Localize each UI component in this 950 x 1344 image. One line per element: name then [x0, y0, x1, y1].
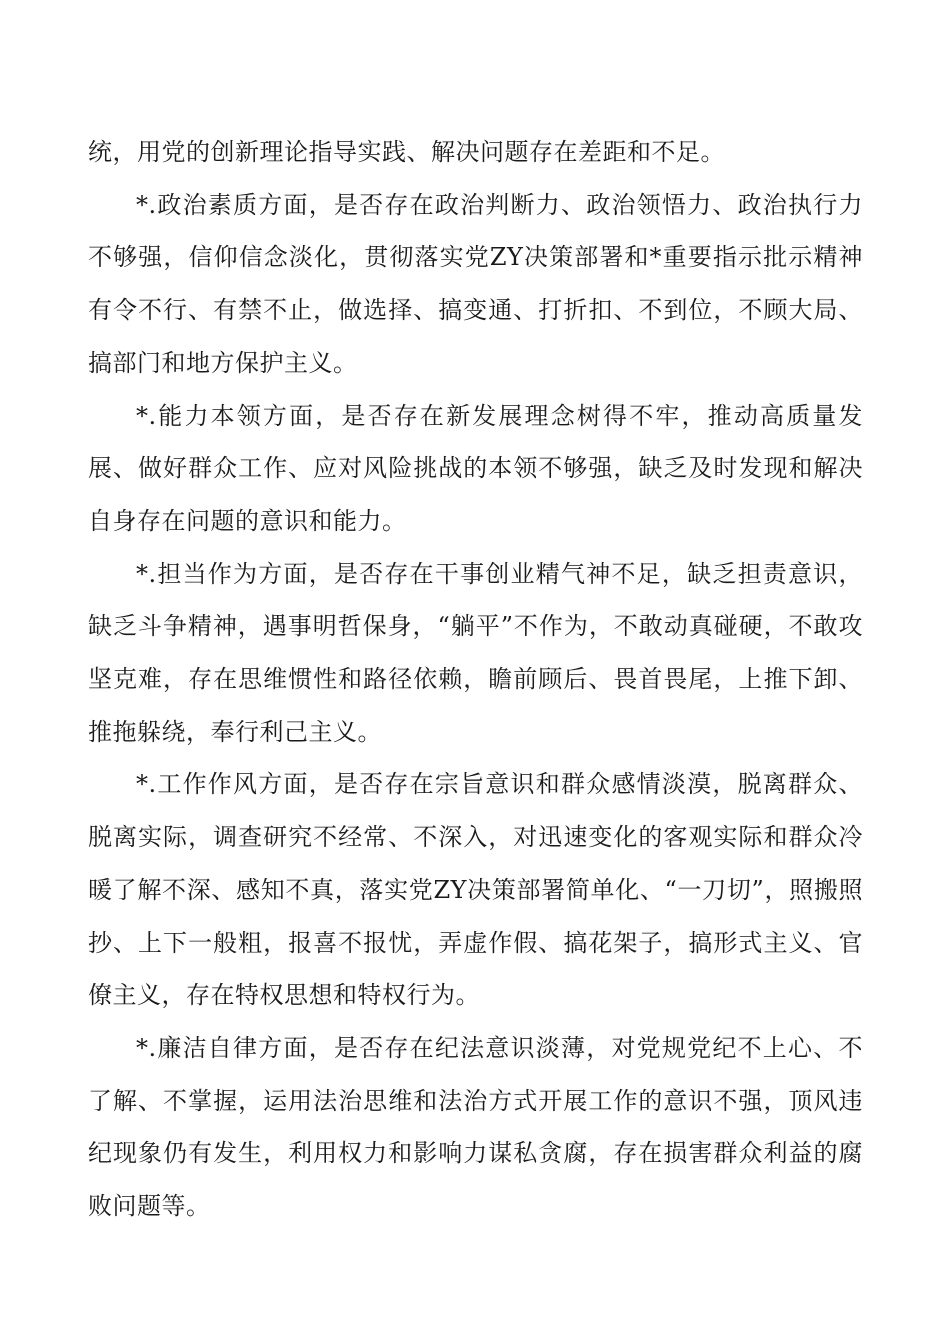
- paragraph-integrity: *.廉洁自律方面，是否存在纪法意识淡薄，对党规党纪不上心、不了解、不掌握，运用法治思维和法治方式开展工作的意识不强，顶风违纪现象仍有发生，利用权力和影响力谋私贪腐，存在损害群众利益的腐败问题等。: [88, 1033, 863, 1221]
- paragraph-ability: *.能力本领方面，是否存在新发展理念树得不牢，推动高质量发展、做好群众工作、应对风险挑战的本领不够强，缺乏及时发现和解决自身存在问题的意识和能力。: [88, 401, 863, 535]
- paragraph-work-style: *.工作作风方面，是否存在宗旨意识和群众感情淡漠，脱离群众、脱离实际，调查研究不经常、不深入，对迅速变化的客观实际和群众冷暖了解不深、感知不真，落实党ZY决策部署简单化、“一刀切”，照搬照抄、上下一般粗，报喜不报忧，弄虚作假、搞花架子，搞形式主义、官僚主义，存在特权思想和特权行为。: [88, 770, 863, 1010]
- paragraph-political-quality: *.政治素质方面，是否存在政治判断力、政治领悟力、政治执行力不够强，信仰信念淡化，贯彻落实党ZY决策部署和*重要指示批示精神有令不行、有禁不止，做选择、搞变通、打折扣、不到位，不顾大局、搞部门和地方保护主义。: [88, 190, 863, 377]
- document-body: [88, 126, 863, 1233]
- paragraph-responsibility: *.担当作为方面，是否存在干事创业精气神不足，缺乏担责意识，缺乏斗争精神，遇事明哲保身，“躺平”不作为，不敢动真碰硬，不敢攻坚克难，存在思维惯性和路径依赖，瞻前顾后、畏首畏尾，上推下卸、推拖躲绕，奉行利己主义。: [88, 559, 863, 746]
- paragraph-continuation: 统，用党的创新理论指导实践、解决问题存在差距和不足。: [88, 138, 725, 166]
